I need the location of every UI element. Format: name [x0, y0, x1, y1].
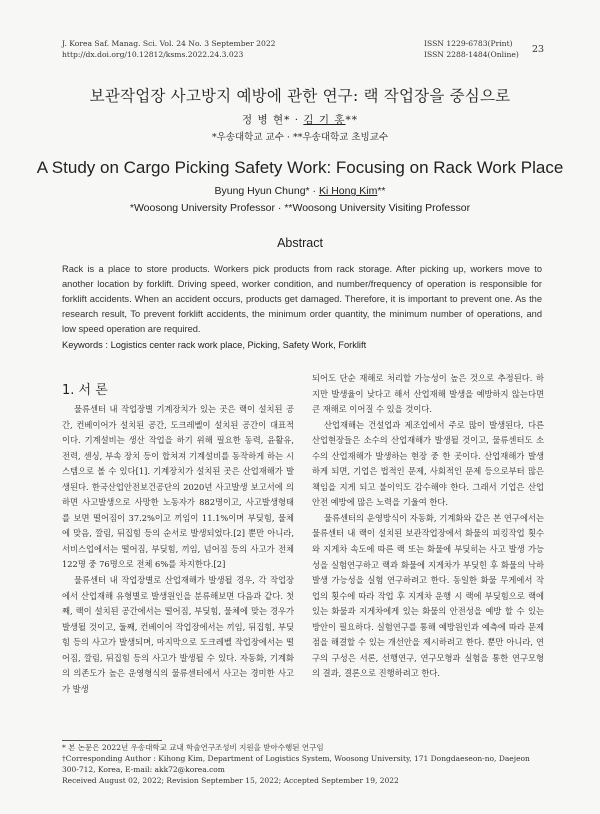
body-paragraph: 산업재해는 건설업과 제조업에서 주로 많이 발생된다, 다른 산업현장들은 소수의 산업재해가 발생될 것이고, 물류센터도 소수의 산업재해가 발생하는 현장 중 한 곳이다. 산업재해가 발생하게 되면, 기업은 법적인 문제, 사회적인 문제 등으로부터 많은 책임을 지게 되고 불이익도 감수해야 한다. 그래서 기업은 산업안전 예방에 많은 노력을 기울여 한다.	[312, 419, 544, 508]
body-paragraph: 되어도 단순 재해로 처리할 가능성이 높은 것으로 추정된다. 하지만 발생율이 낮다고 해서 산업재해 발생을 예방하지 않는다면 큰 재해로 이어질 수 있을 것이다.	[312, 373, 544, 415]
journal-citation: J. Korea Saf. Manag. Sci. Vol. 24 No. 3 September 2022	[62, 39, 276, 48]
korean-author-sep: * ·	[284, 114, 304, 126]
footnotes	[62, 742, 542, 786]
korean-author-2: 김 기 홍	[303, 114, 346, 126]
journal-header	[62, 39, 275, 60]
issn-print: ISSN 1229-6783(Print)	[424, 39, 513, 48]
korean-title: 보관작업장 사고방지 예방에 관한 연구: 랙 작업장을 중심으로	[89, 87, 511, 105]
footnote-funding: * 본 논문은 2022년 우송대학교 교내 학술연구조성비 지원을 받아수행된 연구임	[62, 743, 324, 752]
english-authors	[0, 185, 600, 197]
body-paragraph: 물류센터 내 작업장별로 산업재해가 발생될 경우, 각 작업장에서 산업재해 유형별로 발생원인을 분류해보면 다음과 같다. 첫째, 랙이 설치된 공간에서는 떨어짐, 부딪힘, 물체에 맞는 경우가 발생될 것이고, 둘째, 컨베이어 작업장에서는 끼임, 뒤집힘, 부딪힘 등의 사고가 발생되며, 마지막으로 도크레벨 작업장에서는 떨어짐, 깔림, 뒤집힘 등의 사고가 발생될 수 있다. 자동화, 기계화의 의존도가 높은 운영형식의 물류센터에서 사고는 경미한 사고가 발생	[62, 575, 294, 694]
english-title: A Study on Cargo Picking Safety Work: Focusing on Rack Work Place	[36, 158, 564, 177]
english-author-2: Ki Hong Kim	[318, 185, 378, 197]
korean-author-2-mark: **	[345, 114, 358, 126]
issn-block	[424, 39, 519, 60]
footnote-dates: Received August 02, 2022; Revision September 15, 2022; Accepted September 19, 2022	[62, 776, 399, 785]
right-column	[312, 371, 544, 682]
abstract-text: Rack is a place to store products. Workers pick products from rack storage. After picking up, workers move to another location by forklift. Driving speed, worker condition, and number/frequency of operation is responsible for forklift accidents. When an accident occurs, products get damaged. Therefore, it is important to prevent one. As the research result, To prevent forklift accidents, the minimum order quantity, the minimum number of operations, and low speed operation are required.	[62, 264, 542, 334]
korean-authors	[0, 112, 600, 127]
body-paragraph: 물류센터 내 작업장별 기계장치가 있는 곳은 랙이 설치된 공간, 컨베이어가 설치된 공간, 도크레벨이 설치된 공간이 대표적이다. 기계설비는 생산 작업을 하기 위해 필요한 동력, 윤활유, 전력, 센싱, 부속 장치 등이 합쳐져 기계설비를 동작하게 하는 시스템으로 볼 수 있다[1]. 기계장치가 설치된 곳은 산업재해가 발생된다. 한국산업안전보건공단의 2020년 사고발생 보고서에 의하면 사고발생으로 사망한 노동자가 882명이고, 사고발생형태를 보면 떨어짐이 37.2%이고 끼임이 11.1%이며 부딪힘, 물체에 맞음, 깔림, 뒤집힘 등의 순서로 발생되었다.[2] 뿐만 아니라, 서비스업에서는 떨어짐, 부딪힘, 끼임, 넘어짐 등의 사고가 전체 122명 중 76명으로 전체 6%를 차지한다.[2]	[62, 404, 294, 570]
korean-affiliation: *우송대학교 교수 · **우송대학교 초빙교수	[211, 132, 389, 143]
body-paragraph: 물류센터의 운영방식이 자동화, 기계화와 같은 본 연구에서는 물류센터 내 랙이 설치된 보관작업장에서 화물의 피킹작업 횟수와 지게차 속도에 따른 랙 또는 화물에 부딪히는 사고 발생 가능성을 실험연구하고 랙과 화물에 지게차가 부딪힌 후 화물의 낙하 발생 가능성을 실험 연구하려고 한다. 동일한 화물 무게에서 작업의 횟수에 따라 작업 후 지게차 운행 시 랙에 부딪힘으로 랙에 있는 화물과 지게차에게 있는 화물의 안전성을 예방 할 수 있는 방안이 필요하다. 실험연구를 통해 예방원인과 예측에 따라 문제점을 해결할 수 있는 개선안을 제시하려고 한다. 뿐만 아니라, 연구의 구성은 서론, 선행연구, 연구모형과 실험을 통한 연구모형의 결과, 결론으로 진행하려고 한다.	[312, 512, 544, 679]
page-number: 23	[532, 44, 545, 55]
section-heading: 1. 서 론	[62, 383, 108, 398]
english-affiliation: *Woosong University Professor · **Woosong University Visiting Professor	[129, 202, 471, 214]
issn-online: ISSN 2288-1484(Online)	[424, 49, 519, 59]
footnote-corresponding: †Corresponding Author : Kihong Kim, Department of Logistics System, Woosong University, 171 Dongdaeseon-no, Daejeon 300-712, Korea, E-mail: akk72@korea.com	[62, 754, 530, 774]
english-author-1: Byung Hyun Chung	[214, 185, 306, 197]
keywords-list: Logistics center rack work place, Picking, Safety Work, Forklift	[110, 340, 367, 350]
keywords	[62, 338, 542, 352]
abstract-heading: Abstract	[277, 236, 323, 250]
korean-author-1: 정 병 현	[242, 114, 285, 126]
footnote-divider	[62, 740, 162, 741]
english-author-sep: * ·	[305, 185, 319, 197]
journal-doi: http://dx.doi.org/10.12812/ksms.2022.24.3.023	[62, 49, 244, 59]
left-column	[62, 402, 294, 697]
keywords-label: Keywords :	[62, 340, 111, 350]
english-author-2-mark: **	[377, 185, 386, 197]
